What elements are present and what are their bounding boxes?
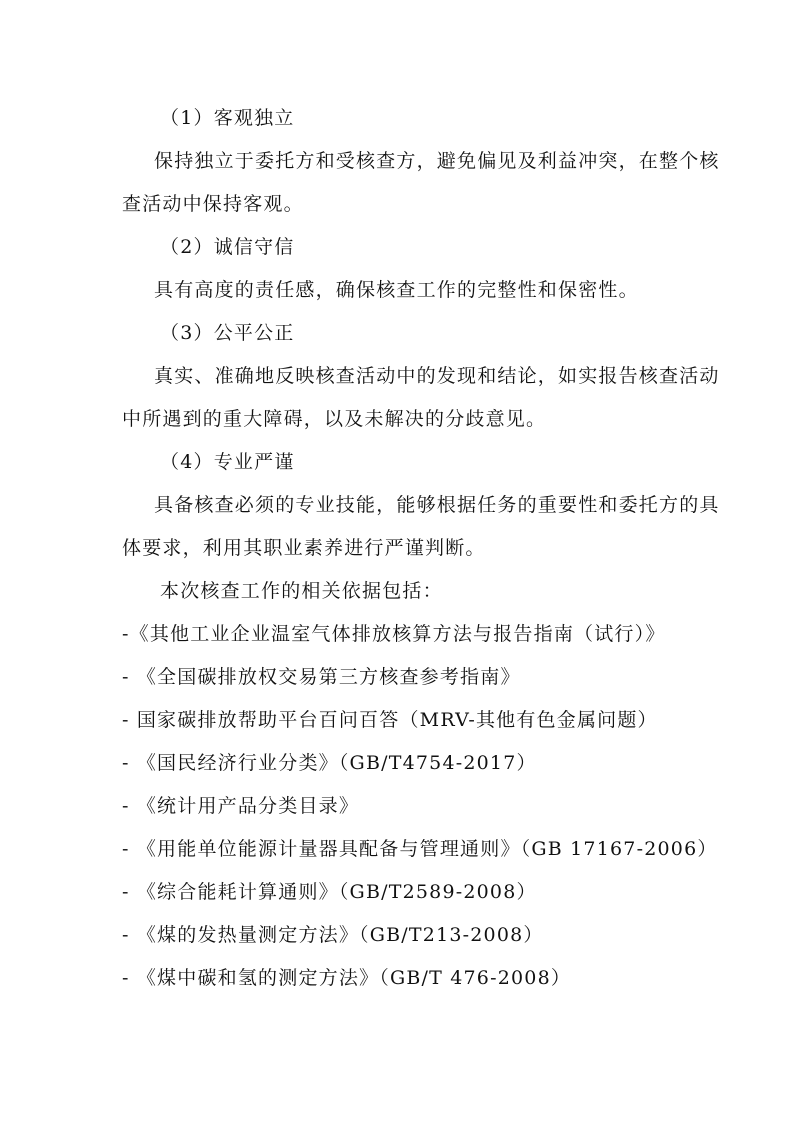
section-heading-4: （4）专业严谨: [160, 451, 295, 473]
section-3-text-line-2: 中所遇到的重大障碍，以及未解决的分歧意见。: [122, 408, 547, 430]
reference-item: - 《全国碳排放权交易第三方核查参考指南》: [122, 666, 521, 688]
section-4-text-line-2: 体要求，利用其职业素养进行严谨判断。: [122, 537, 486, 559]
reference-item: - 《国民经济行业分类》（GB/T4754-2017）: [122, 752, 537, 774]
section-heading-3: （3）公平公正: [160, 322, 295, 344]
reference-item: - 《用能单位能源计量器具配备与管理通则》（GB 17167-2006）: [122, 838, 718, 860]
section-3-text-line-1: 真实、准确地反映核查活动中的发现和结论，如实报告核查活动: [154, 365, 720, 387]
reference-item: - 《煤的发热量测定方法》（GB/T213-2008）: [122, 924, 544, 946]
section-4-text-line-1: 具备核查必须的专业技能，能够根据任务的重要性和委托方的具: [154, 494, 720, 516]
reference-item: - 《统计用产品分类目录》: [122, 795, 360, 817]
reference-item: - 国家碳排放帮助平台百问百答（MRV-其他有色金属问题）: [122, 709, 658, 731]
reference-item: -《其他工业企业温室气体排放核算方法与报告指南（试行）》: [122, 623, 666, 645]
reference-item: - 《综合能耗计算通则》（GB/T2589-2008）: [122, 881, 537, 903]
section-1-text-line-2: 查活动中保持客观。: [122, 193, 304, 215]
section-1-text-line-1: 保持独立于委托方和受核查方，避免偏见及利益冲突，在整个核: [154, 150, 720, 172]
basis-intro: 本次核查工作的相关依据包括：: [160, 580, 443, 602]
section-2-text-line-1: 具有高度的责任感，确保核查工作的完整性和保密性。: [154, 279, 639, 301]
reference-item: - 《煤中碳和氢的测定方法》（GB/T 476-2008）: [122, 967, 572, 989]
section-heading-1: （1）客观独立: [160, 107, 295, 129]
section-heading-2: （2）诚信守信: [160, 236, 295, 258]
